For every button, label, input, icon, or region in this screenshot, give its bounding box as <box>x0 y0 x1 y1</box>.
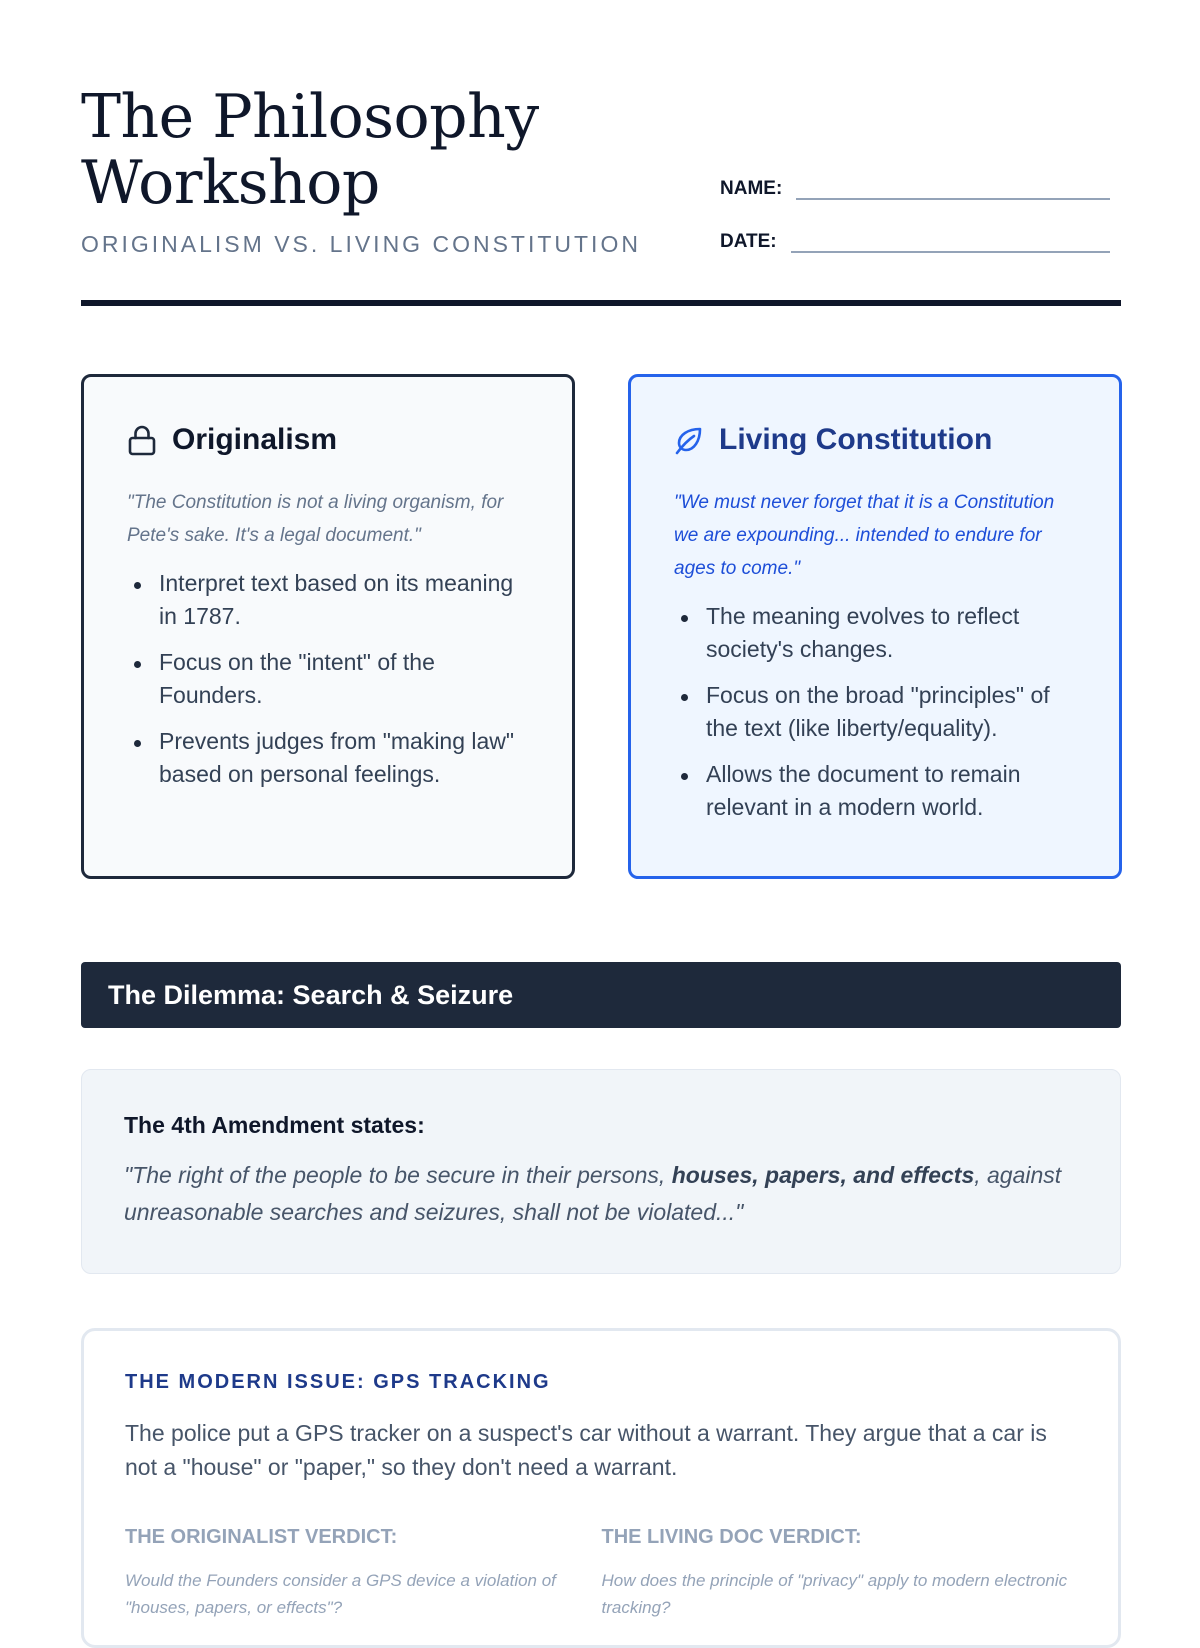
originalism-card-header <box>127 421 532 459</box>
amendment-label: The 4th Amendment states: <box>124 1112 425 1138</box>
dilemma-title: The Dilemma: Search & Seizure <box>108 979 514 1010</box>
name-input-line[interactable] <box>796 176 1110 200</box>
list-item: Allows the document to remain relevant in a modern world. <box>674 758 1079 824</box>
amendment-quote-end: , against unreasonable searches and seizures, shall not be violated..." <box>124 1162 1062 1225</box>
living-card-header <box>674 421 1079 459</box>
originalism-title: Originalism <box>172 423 338 456</box>
title-line-2: Workshop <box>81 148 380 218</box>
originalist-verdict-question: Would the Founders consider a GPS device a violation of "houses, papers, or effects"? <box>125 1571 556 1617</box>
date-label: DATE: <box>720 231 777 252</box>
page-title <box>81 84 539 216</box>
originalism-points <box>127 567 532 791</box>
originalist-verdict-title: THE ORIGINALIST VERDICT: <box>125 1526 398 1548</box>
worksheet-header <box>81 84 1121 304</box>
living-verdict <box>602 1526 1079 1621</box>
name-field <box>720 176 1110 200</box>
title-line-1: The Philosophy <box>81 82 539 152</box>
list-item: Interpret text based on its meaning in 1787. <box>127 567 532 633</box>
verdicts <box>125 1526 1078 1621</box>
amendment-quote-emphasis: houses, papers, and effects <box>671 1162 975 1188</box>
issue-label: THE MODERN ISSUE: GPS TRACKING <box>125 1371 551 1393</box>
living-title: Living Constitution <box>719 423 993 456</box>
originalism-card <box>81 374 575 879</box>
list-item: The meaning evolves to reflect society's changes. <box>674 600 1079 666</box>
originalist-verdict <box>125 1526 602 1621</box>
list-item: Prevents judges from "making law" based on personal feelings. <box>127 725 532 791</box>
leaf-icon <box>674 424 704 456</box>
lock-icon <box>127 424 157 456</box>
list-item: Focus on the broad "principles" of the text (like liberty/equality). <box>674 679 1079 745</box>
name-label: NAME: <box>720 178 783 199</box>
date-field <box>720 229 1110 253</box>
living-verdict-title: THE LIVING DOC VERDICT: <box>601 1526 862 1548</box>
amendment-quote-start: "The right of the people to be secure in their persons, <box>124 1162 672 1188</box>
originalism-quote: "The Constitution is not a living organism, for Pete's sake. It's a legal document." <box>127 492 504 546</box>
header-divider <box>81 300 1121 306</box>
issue-text: The police put a GPS tracker on a suspect's car without a warrant. They argue that a car is not a "house" or "paper," so they don't need a warrant. <box>125 1420 1047 1480</box>
living-constitution-card <box>628 374 1122 879</box>
page-subtitle: ORIGINALISM VS. LIVING CONSTITUTION <box>81 231 641 257</box>
living-points <box>674 600 1079 824</box>
living-quote: "We must never forget that it is a Constitution we are expounding... intended to endure for ages to come." <box>674 492 1055 579</box>
modern-issue-box <box>81 1328 1121 1648</box>
date-input-line[interactable] <box>791 229 1110 253</box>
list-item: Focus on the "intent" of the Founders. <box>127 646 532 712</box>
dilemma-banner <box>81 962 1121 1028</box>
amendment-quote <box>124 1157 1080 1231</box>
amendment-box <box>81 1069 1121 1274</box>
living-verdict-question: How does the principle of "privacy" apply to modern electronic tracking? <box>601 1571 1068 1617</box>
